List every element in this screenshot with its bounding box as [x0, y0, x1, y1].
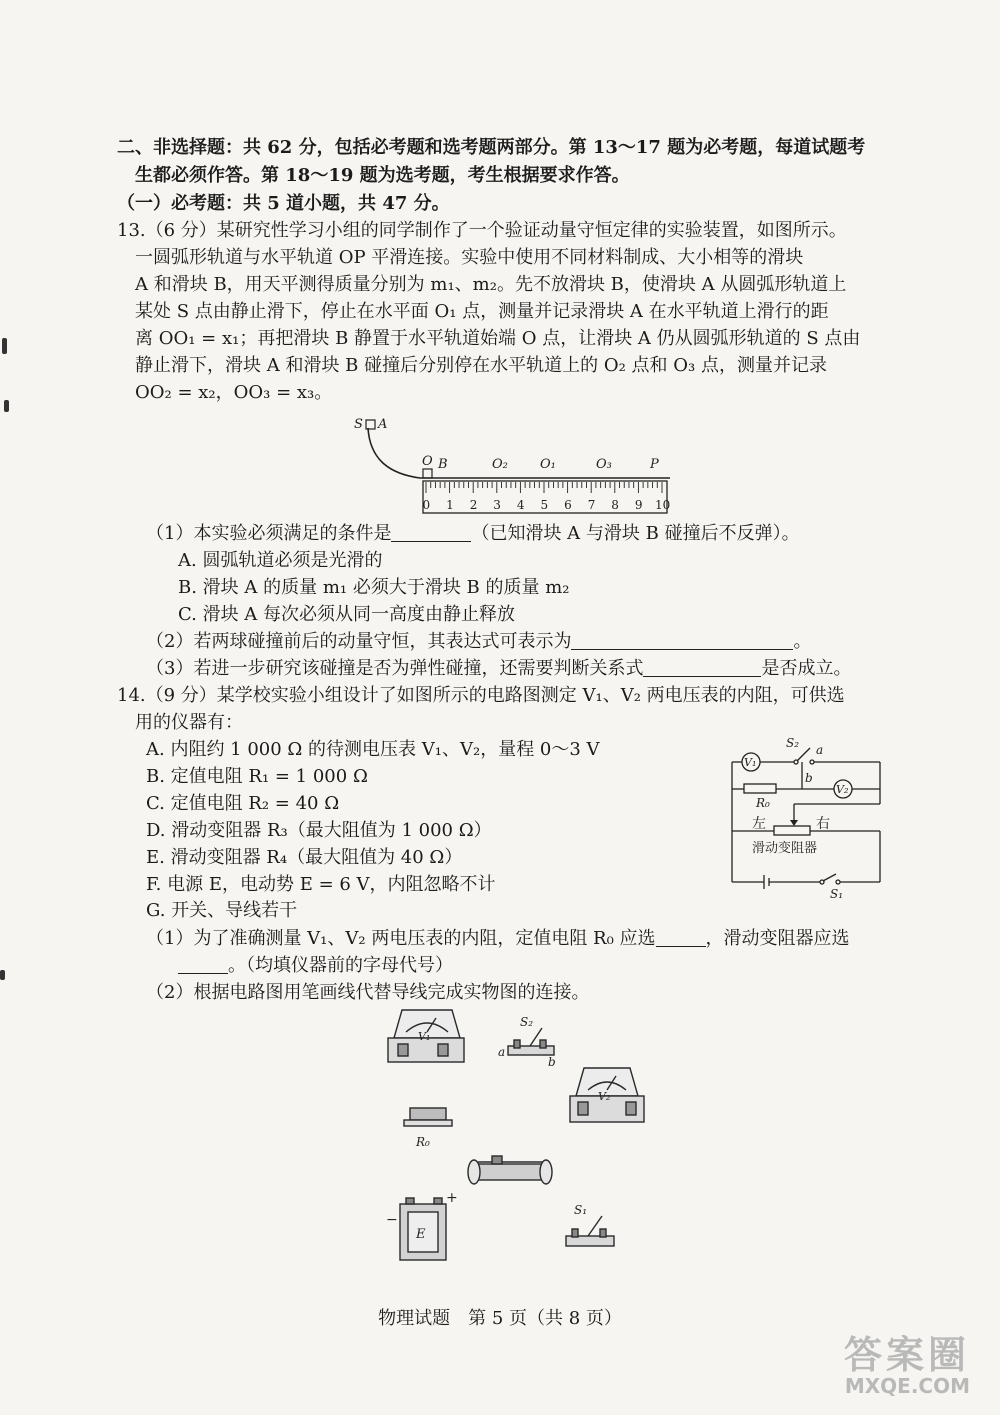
answer-blank[interactable] — [656, 928, 706, 947]
q14-part1: （1）为了准确测量 V₁、V₂ 两电压表的内阻，定值电阻 R₀ 应选 ，滑动变阻器应选 — [146, 928, 850, 949]
answer-blank[interactable] — [571, 631, 793, 650]
q13-line: 离 OO₁ = x₁；再把滑块 B 静置于水平轨道始端 O 点，让滑块 A 仍从圆弧形轨道的 S 点由 — [135, 328, 861, 349]
label-minus: − — [386, 1212, 398, 1228]
q14-part1-cont: 。（均填仪器前的字母代号） — [178, 954, 453, 978]
label-S2: S₂ — [520, 1015, 534, 1029]
q14-line: 用的仪器有： — [135, 712, 243, 733]
label-a: a — [816, 743, 824, 757]
scan-mark — [4, 400, 9, 412]
label-a: a — [498, 1045, 506, 1059]
circuit-diagram — [720, 734, 890, 904]
q14-item-d: D. 滑动变阻器 R₃（最大阻值为 1 000 Ω） — [146, 820, 492, 841]
answer-blank[interactable] — [391, 523, 471, 542]
section-title: 二、非选择题：共 62 分，包括必考题和选考题两部分。第 13～17 题为必考题，每道试题考 — [117, 137, 866, 158]
label-S1: S₁ — [830, 887, 844, 901]
section-subtitle: （一）必考题：共 5 道小题，共 47 分。 — [117, 193, 450, 214]
q14-line: 14.（9 分）某学校实验小组设计了如图所示的电路图测定 V₁、V₂ 两电压表的内阻，可供选 — [117, 685, 845, 706]
ruler-tick-label: 10 — [655, 498, 671, 512]
section-title-cont: 生都必须作答。第 18～19 题为选考题，考生根据要求作答。 — [135, 165, 630, 186]
ruler-tick-label: 2 — [469, 498, 478, 512]
q13-line: 13.（6 分）某研究性学习小组的同学制作了一个验证动量守恒定律的实验装置，如图所示。 — [117, 220, 847, 241]
label-O2: O₂ — [492, 457, 508, 472]
label-R0: R₀ — [756, 796, 770, 810]
q14-item-e: E. 滑动变阻器 R₄（最大阻值为 40 Ω） — [146, 847, 463, 868]
ruler-tick-label: 9 — [634, 498, 643, 512]
q13-line: A 和滑块 B，用天平测得质量分别为 m₁、m₂。先不放滑块 B，使滑块 A 从圆弧形轨道上 — [135, 274, 847, 295]
watermark — [844, 1335, 970, 1397]
q14-item-b: B. 定值电阻 R₁ = 1 000 Ω — [146, 766, 368, 787]
switch-s1 — [566, 1216, 614, 1246]
watermark-bottom: MXQE.COM — [844, 1374, 970, 1398]
track-figure — [350, 412, 680, 522]
q13-line: OO₂ = x₂，OO₃ = x₃。 — [135, 382, 333, 403]
switch-s2 — [508, 1028, 554, 1055]
label-V1: V₁ — [418, 1030, 431, 1043]
label-S: S — [354, 417, 363, 432]
q13-line: 某处 S 点由静止滑下，停止在水平面 O₁ 点，测量并记录滑块 A 在水平轨道上滑行的距 — [135, 301, 829, 322]
ruler-tick-label: 4 — [516, 498, 525, 512]
q14-item-f: F. 电源 E，电动势 E = 6 V，内阻忽略不计 — [146, 874, 496, 895]
label-O: O — [422, 454, 433, 469]
apparatus-figure — [380, 1004, 680, 1266]
label-A: A — [378, 417, 388, 432]
ruler-tick-label: 1 — [446, 498, 454, 512]
q13-option-a: A. 圆弧轨道必须是光滑的 — [178, 550, 383, 571]
ruler-tick-label: 5 — [540, 498, 549, 512]
q13-line: 静止滑下，滑块 A 和滑块 B 碰撞后分别停在水平轨道上的 O₂ 点和 O₃ 点，测量并记录 — [135, 355, 827, 376]
scan-mark — [2, 338, 7, 354]
label-V2: V₂ — [598, 1090, 611, 1103]
label-S1: S₁ — [574, 1203, 588, 1217]
ruler-tick-label: 3 — [493, 498, 501, 512]
label-O3: O₃ — [596, 457, 612, 472]
q14-item-g: G. 开关、导线若干 — [146, 900, 298, 921]
q14-part2: （2）根据电路图用笔画线代替导线完成实物图的连接。 — [146, 982, 590, 1003]
q13-option-c: C. 滑块 A 每次必须从同一高度由静止释放 — [178, 604, 516, 625]
q13-part2: （2）若两球碰撞前后的动量守恒，其表达式可表示为 。 — [146, 631, 812, 652]
label-left: 左 — [752, 816, 766, 832]
label-R0: R₀ — [416, 1135, 430, 1149]
label-b: b — [548, 1055, 556, 1069]
q14-item-c: C. 定值电阻 R₂ = 40 Ω — [146, 793, 340, 814]
label-P: P — [650, 457, 659, 472]
q13-line: 一圆弧形轨道与水平轨道 OP 平滑连接。实验中使用不同材料制成、大小相等的滑块 — [135, 247, 804, 268]
answer-blank[interactable] — [178, 955, 228, 974]
label-O1: O₁ — [540, 457, 556, 472]
label-rheostat: 滑动变阻器 — [752, 841, 818, 856]
ruler-tick-label: 7 — [587, 498, 596, 512]
page-footer: 物理试题 第 5 页（共 8 页） — [378, 1308, 622, 1329]
ruler-tick-label: 0 — [422, 498, 431, 512]
q13-part3: （3）若进一步研究该碰撞是否为弹性碰撞，还需要判断关系式 是否成立。 — [146, 658, 852, 679]
label-V1: V₁ — [744, 756, 757, 769]
label-B: B — [438, 457, 448, 472]
answer-blank[interactable] — [643, 658, 761, 677]
label-S2: S₂ — [786, 736, 800, 750]
label-b: b — [805, 771, 813, 785]
resistor-r0 — [404, 1108, 452, 1126]
ruler-tick-label: 8 — [611, 498, 619, 512]
label-right: 右 — [816, 816, 830, 832]
q14-item-a: A. 内阻约 1 000 Ω 的待测电压表 V₁、V₂，量程 0～3 V — [146, 739, 600, 760]
scan-mark — [0, 970, 5, 980]
q13-part1: （1）本实验必须满足的条件是 （已知滑块 A 与滑块 B 碰撞后不反弹）。 — [146, 523, 800, 544]
q13-option-b: B. 滑块 A 的质量 m₁ 必须大于滑块 B 的质量 m₂ — [178, 577, 570, 598]
label-E: E — [416, 1227, 426, 1242]
watermark-top: 答案圈 — [843, 1333, 970, 1377]
ruler-tick-label: 6 — [564, 498, 572, 512]
rheostat — [468, 1156, 552, 1184]
label-plus: + — [446, 1190, 458, 1206]
label-V2: V₂ — [836, 783, 849, 796]
